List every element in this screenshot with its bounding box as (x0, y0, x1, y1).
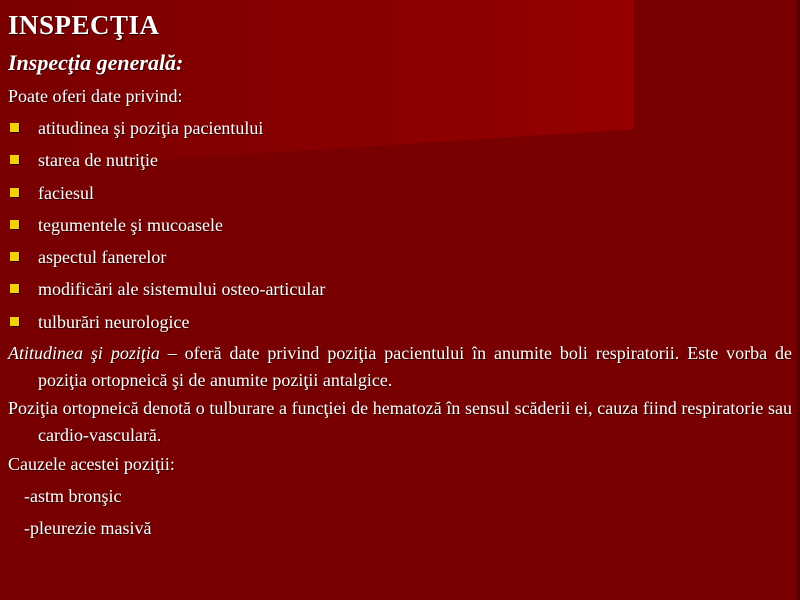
list-item: faciesul (8, 177, 792, 209)
cause-item: -pleurezie masivă (24, 518, 152, 539)
square-bullet-icon (10, 284, 19, 293)
paragraph-body: – oferă date privind poziţia pacientului în anumite boli respiratorii. Este vorba de poziţia ortopneică şi de anumite poziţii antalgice. (38, 343, 792, 390)
causes-heading: Cauzele acestei poziţii: (8, 454, 175, 475)
list-item: atitudinea şi poziţia pacientului (8, 112, 792, 144)
square-bullet-icon (10, 220, 19, 229)
slide-content (8, 6, 792, 544)
list-item: tulburări neurologice (8, 306, 792, 338)
square-bullet-icon (10, 252, 19, 261)
slide-title: INSPECŢIA (8, 10, 160, 40)
square-bullet-icon (10, 123, 19, 132)
list-item: modificări ale sistemului osteo-articular (8, 273, 792, 305)
cause-item: -astm bronşic (24, 486, 122, 507)
paragraph-lead: Atitudinea şi poziţia (8, 343, 160, 364)
list-item: tegumentele şi mucoasele (8, 209, 792, 241)
slide-subtitle: Inspecţia generală: (8, 50, 184, 75)
square-bullet-icon (10, 188, 19, 197)
paragraph-orthopnea: Poziţia ortopneică denotă o tulburare a funcţiei de hematoză în sensul scăderii ei, cauza fiind respiratorie sau cardio-vasculară. (8, 398, 792, 445)
intro-text: Poate oferi date privind: (8, 86, 183, 106)
square-bullet-icon (10, 317, 19, 326)
list-item: starea de nutriţie (8, 144, 792, 176)
list-item: aspectul fanerelor (8, 241, 792, 273)
bullet-list (8, 112, 792, 338)
paragraph-position (8, 340, 792, 393)
square-bullet-icon (10, 155, 19, 164)
